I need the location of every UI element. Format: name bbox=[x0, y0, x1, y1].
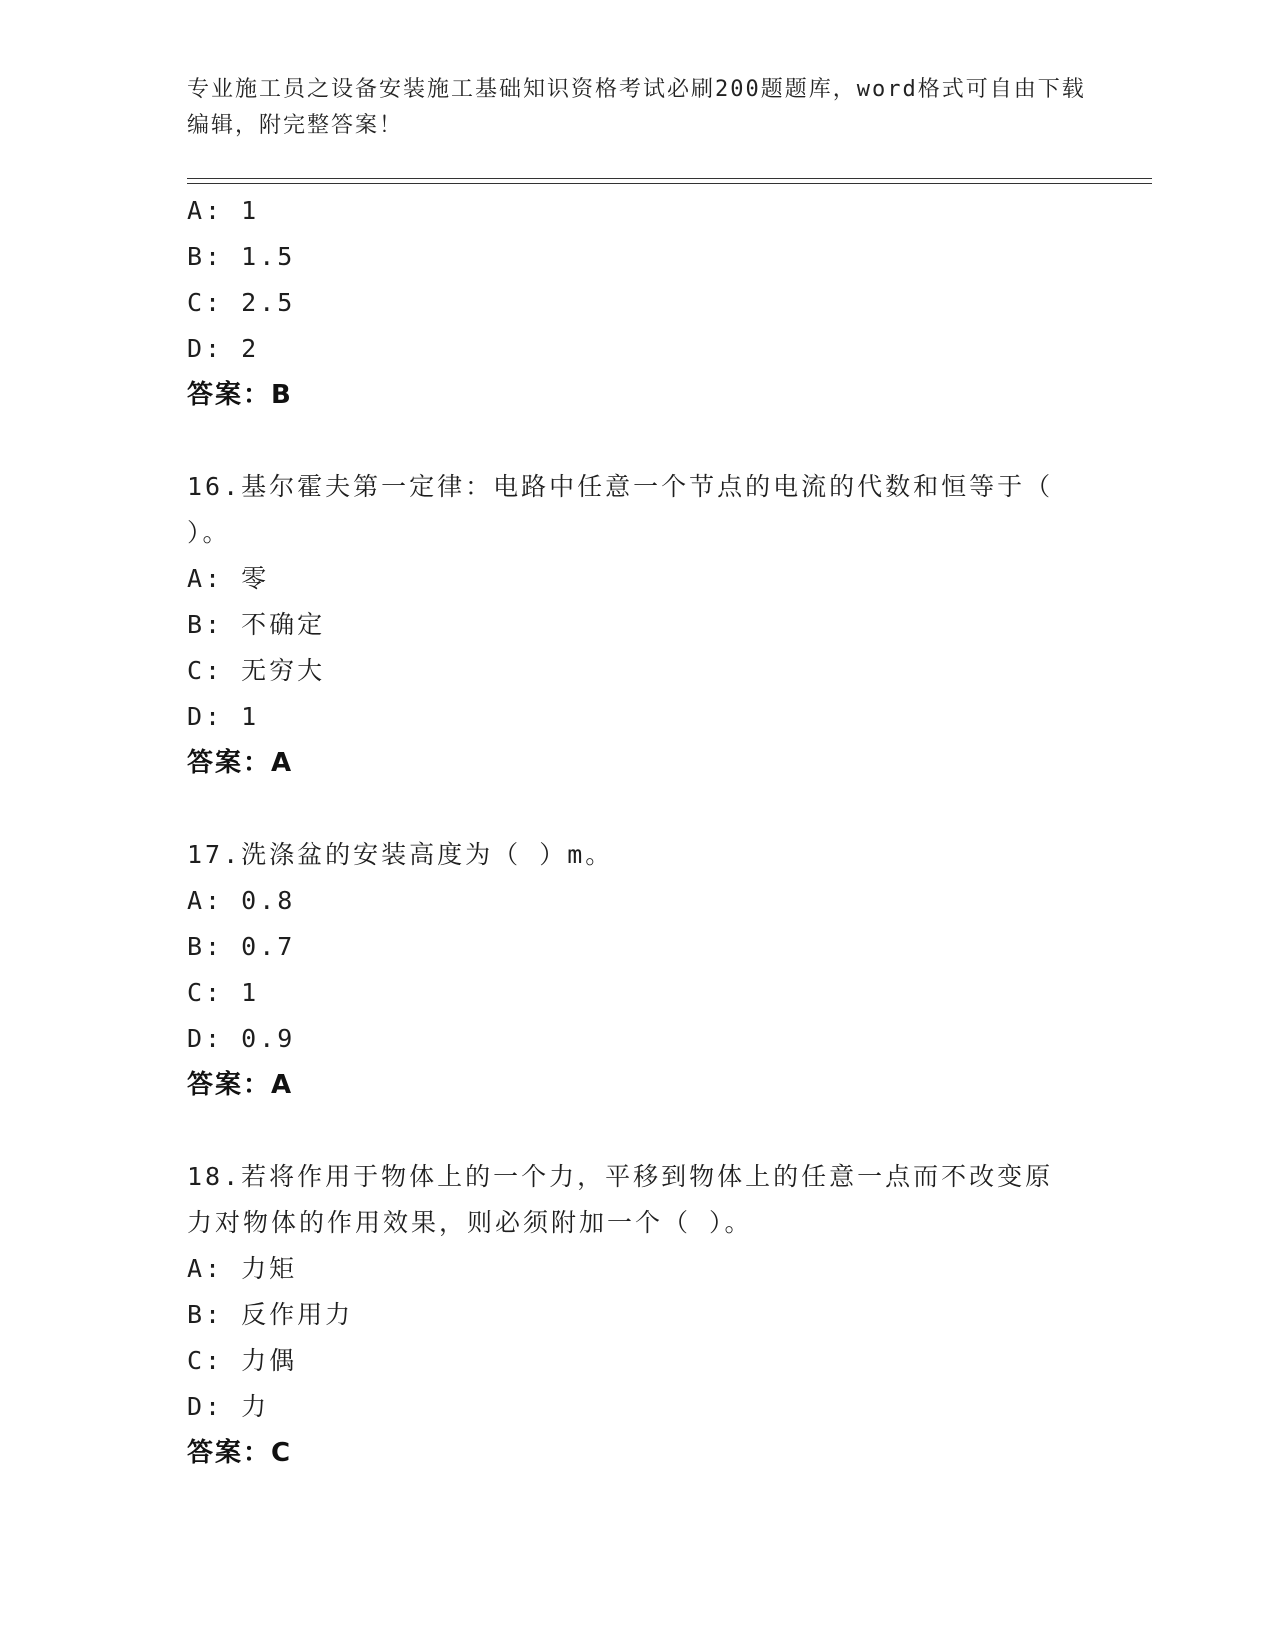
option-d: D: 1 bbox=[187, 702, 260, 731]
question-list bbox=[187, 188, 1087, 1476]
option-c: C: 1 bbox=[187, 978, 260, 1007]
option-c: C: 无穷大 bbox=[187, 656, 326, 685]
option-c: C: 力偶 bbox=[187, 1346, 298, 1375]
option-b: B: 不确定 bbox=[187, 610, 326, 639]
header-rule-bottom bbox=[187, 183, 1152, 184]
option-b: B: 0.7 bbox=[187, 932, 296, 961]
question-text: 16.基尔霍夫第一定律：电路中任意一个节点的电流的代数和恒等于（ ）。 bbox=[187, 472, 1054, 547]
option-a: A: 零 bbox=[187, 564, 270, 593]
option-a: A: 1 bbox=[187, 196, 260, 225]
spacer bbox=[187, 418, 1087, 464]
spacer bbox=[187, 786, 1087, 832]
spacer bbox=[187, 1108, 1087, 1154]
option-c: C: 2.5 bbox=[187, 288, 296, 317]
question-text: 18.若将作用于物体上的一个力，平移到物体上的任意一点而不改变原力对物体的作用效果，则必须附加一个（ ）。 bbox=[187, 1162, 1054, 1237]
option-b: B: 1.5 bbox=[187, 242, 296, 271]
document-header: 专业施工员之设备安装施工基础知识资格考试必刷200题题库，word格式可自由下载编辑，附完整答案！ bbox=[187, 77, 1086, 138]
answer-line: 答案：B bbox=[187, 380, 293, 410]
header-rule-top bbox=[187, 178, 1152, 179]
answer-line: 答案：A bbox=[187, 748, 294, 778]
question-block-15 bbox=[187, 188, 1087, 418]
option-a: A: 0.8 bbox=[187, 886, 296, 915]
option-a: A: 力矩 bbox=[187, 1254, 298, 1283]
question-text: 17.洗涤盆的安装高度为（ ）m。 bbox=[187, 840, 614, 869]
option-d: D: 力 bbox=[187, 1392, 270, 1421]
answer-line: 答案：A bbox=[187, 1070, 294, 1100]
option-d: D: 0.9 bbox=[187, 1024, 296, 1053]
option-b: B: 反作用力 bbox=[187, 1300, 354, 1329]
question-block-16 bbox=[187, 464, 1087, 786]
question-block-17 bbox=[187, 832, 1087, 1108]
question-block-18 bbox=[187, 1154, 1087, 1476]
answer-line: 答案：C bbox=[187, 1438, 293, 1468]
option-d: D: 2 bbox=[187, 334, 260, 363]
